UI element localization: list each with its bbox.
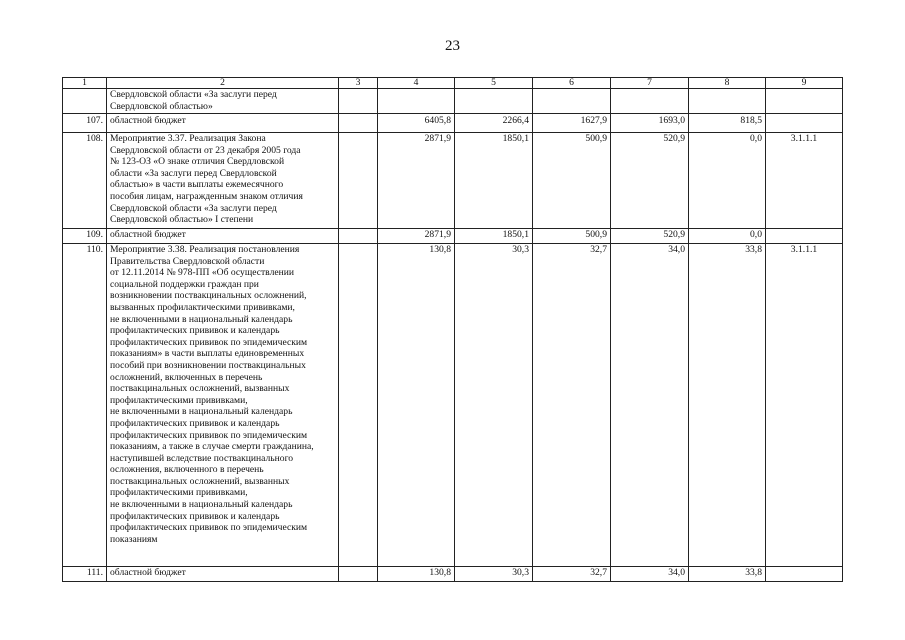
cell-col7 — [611, 89, 689, 114]
row-number: 110. — [63, 244, 107, 567]
cell-col9: 3.1.1.1 — [766, 133, 843, 229]
cell-col5: 1850,1 — [455, 229, 533, 244]
row-description: областной бюджет — [107, 229, 339, 244]
cell-col9: 3.1.1.1 — [766, 244, 843, 567]
table-row — [63, 244, 843, 567]
cell-col5: 30,3 — [455, 567, 533, 582]
cell-col3 — [339, 89, 378, 114]
cell-col5: 30,3 — [455, 244, 533, 567]
cell-col9 — [766, 229, 843, 244]
column-header: 2 — [107, 78, 339, 89]
table-row — [63, 133, 843, 229]
cell-col4: 130,8 — [378, 567, 455, 582]
column-header: 6 — [533, 78, 611, 89]
table-row — [63, 567, 843, 582]
column-header: 1 — [63, 78, 107, 89]
cell-col8: 0,0 — [689, 229, 766, 244]
cell-col6: 1627,9 — [533, 114, 611, 133]
cell-col6 — [533, 89, 611, 114]
cell-col7: 34,0 — [611, 244, 689, 567]
column-header: 4 — [378, 78, 455, 89]
cell-col8: 33,8 — [689, 567, 766, 582]
cell-col3 — [339, 244, 378, 567]
column-header: 7 — [611, 78, 689, 89]
cell-col4 — [378, 89, 455, 114]
row-number — [63, 89, 107, 114]
row-number: 111. — [63, 567, 107, 582]
row-number: 107. — [63, 114, 107, 133]
page-number: 23 — [445, 38, 460, 54]
cell-col3 — [339, 567, 378, 582]
column-header: 5 — [455, 78, 533, 89]
cell-col6: 500,9 — [533, 133, 611, 229]
cell-col3 — [339, 114, 378, 133]
cell-col4: 2871,9 — [378, 229, 455, 244]
cell-col5 — [455, 89, 533, 114]
cell-col7: 1693,0 — [611, 114, 689, 133]
cell-col9 — [766, 89, 843, 114]
row-description: Мероприятие 3.37. Реализация Закона Свердловской области от 23 декабря 2005 года № 123-ОЗ «О знаке отличия Свердловской области «За заслуги перед Свердловской областью» в части выплаты ежемесячного пособия лицам, награжденным знаком отличия Свердловской области «За заслуги перед Свердловской областью» I степени — [107, 133, 339, 229]
cell-col5: 2266,4 — [455, 114, 533, 133]
table-row — [63, 89, 843, 114]
row-description: областной бюджет — [107, 114, 339, 133]
cell-col8: 33,8 — [689, 244, 766, 567]
cell-col9 — [766, 567, 843, 582]
column-header: 9 — [766, 78, 843, 89]
header-row — [63, 78, 843, 89]
cell-col7: 520,9 — [611, 133, 689, 229]
column-header: 8 — [689, 78, 766, 89]
row-description: областной бюджет — [107, 567, 339, 582]
cell-col5: 1850,1 — [455, 133, 533, 229]
row-description: Мероприятие 3.38. Реализация постановления Правительства Свердловской области от 12.11.2014 № 978-ПП «Об осуществлении социальной поддержки граждан при возникновении поствакцинальных осложнений, вызванных профилактическими прививками, не включенными в национальный календарь профилактических прививок и календарь профилактических прививок по эпидемическим показаниям» в части выплаты единовременных пособий при возникновении поствакцинальных осложнений, включенных в перечень поствакцинальных осложнений, вызванных профилактическими прививками, не включенными в национальный календарь профилактических прививок и календарь профилактических прививок по эпидемическим показаниям, а также в случае смерти гражданина, наступившей вследствие поствакцинального осложнения, включенного в перечень поствакцинальных осложнений, вызванных профилактическими прививками, не включенными в национальный календарь профилактических прививок и календарь профилактических прививок по эпидемическим показаниям — [107, 244, 339, 567]
column-header: 3 — [339, 78, 378, 89]
cell-col8: 0,0 — [689, 133, 766, 229]
cell-col3 — [339, 229, 378, 244]
table-row — [63, 229, 843, 244]
table-row — [63, 114, 843, 133]
cell-col8 — [689, 89, 766, 114]
budget-table — [62, 77, 843, 582]
cell-col4: 6405,8 — [378, 114, 455, 133]
cell-col6: 500,9 — [533, 229, 611, 244]
cell-col4: 2871,9 — [378, 133, 455, 229]
cell-col6: 32,7 — [533, 244, 611, 567]
row-number: 109. — [63, 229, 107, 244]
cell-col7: 34,0 — [611, 567, 689, 582]
cell-col6: 32,7 — [533, 567, 611, 582]
row-description: Свердловской области «За заслуги перед Свердловской областью» — [107, 89, 339, 114]
cell-col4: 130,8 — [378, 244, 455, 567]
cell-col8: 818,5 — [689, 114, 766, 133]
cell-col3 — [339, 133, 378, 229]
row-number: 108. — [63, 133, 107, 229]
cell-col9 — [766, 114, 843, 133]
cell-col7: 520,9 — [611, 229, 689, 244]
